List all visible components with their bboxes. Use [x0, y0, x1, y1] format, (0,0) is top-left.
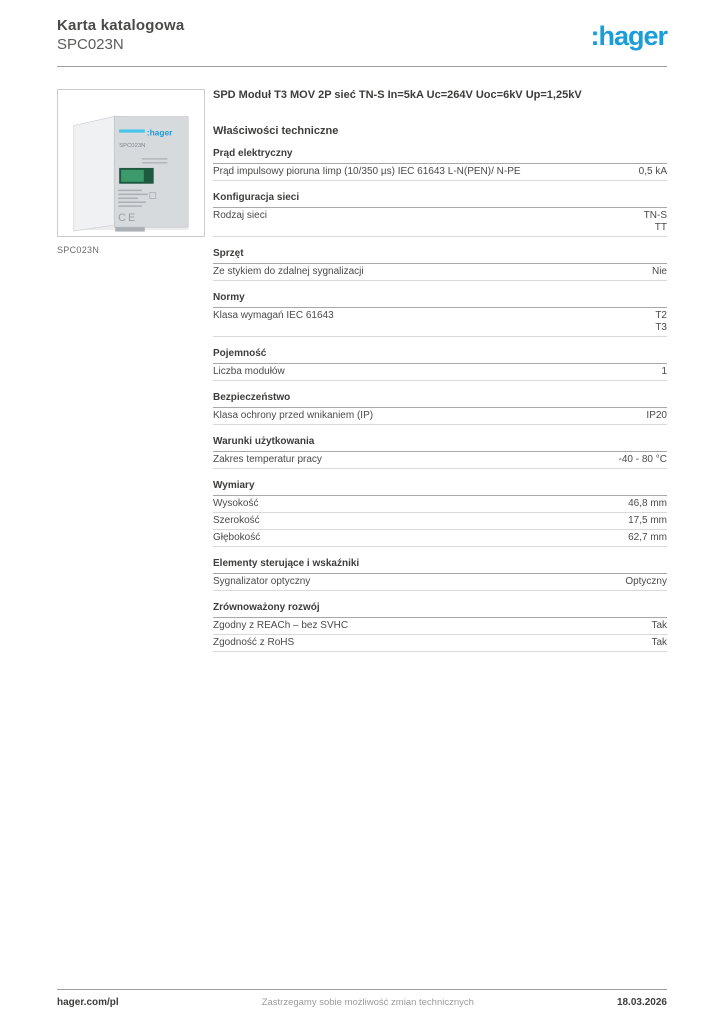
section-rows — [213, 618, 667, 652]
section-rows — [213, 164, 667, 181]
spec-row — [213, 408, 667, 425]
page-header — [57, 0, 667, 56]
section-title: Konfiguracja sieci — [213, 192, 667, 208]
header-divider — [57, 66, 667, 67]
hager-logo: :hager — [590, 21, 667, 51]
row-values — [619, 454, 667, 466]
row-value: IP20 — [646, 410, 667, 421]
spec-row — [213, 164, 667, 181]
doc-type-title: Karta katalogowa — [57, 17, 185, 34]
row-value: TN-S — [643, 210, 667, 221]
section-rows — [213, 208, 667, 237]
section-rows — [213, 574, 667, 591]
row-values — [651, 637, 667, 649]
section-title: Normy — [213, 292, 667, 308]
spec-row — [213, 364, 667, 381]
row-label: Głębokość — [213, 532, 261, 543]
header-titles — [57, 16, 184, 54]
module-brand-band — [119, 129, 145, 132]
row-value: 17,5 mm — [628, 515, 667, 526]
product-photo-frame — [57, 89, 205, 237]
footer-disclaimer: Zastrzegamy sobie możliwość zmian technicznych — [261, 997, 474, 1008]
row-value: TT — [654, 222, 667, 233]
spec-section — [213, 192, 667, 237]
section-rows — [213, 308, 667, 337]
spec-row — [213, 308, 667, 337]
row-value: Tak — [651, 620, 667, 631]
row-value: -40 - 80 °C — [618, 454, 667, 465]
row-value: Tak — [651, 637, 667, 648]
row-label: Klasa wymagań IEC 61643 — [213, 310, 334, 321]
row-label: Zakres temperatur pracy — [213, 454, 322, 465]
spec-row — [213, 635, 667, 652]
module-brand-text: :hager — [146, 127, 173, 138]
row-value: T2 — [655, 310, 667, 321]
spec-column — [213, 89, 667, 652]
row-label: Szerokość — [213, 515, 260, 526]
row-values — [651, 620, 667, 632]
row-value: 46,8 mm — [628, 498, 667, 509]
row-values — [655, 310, 667, 334]
spec-section — [213, 558, 667, 591]
row-value: 62,7 mm — [628, 532, 667, 543]
spec-row — [213, 496, 667, 513]
main-content — [57, 89, 667, 652]
row-label: Zgodny z REACh – bez SVHC — [213, 620, 349, 631]
footer-divider — [57, 989, 667, 990]
section-rows — [213, 408, 667, 425]
section-title: Prąd elektryczny — [213, 148, 667, 164]
row-label: Sygnalizator optyczny — [213, 576, 311, 587]
page-footer — [57, 989, 667, 1024]
spec-row — [213, 513, 667, 530]
row-values — [628, 515, 667, 527]
product-title: SPD Moduł T3 MOV 2P sieć TN-S In=5kA Uc=264V Uoc=6kV Up=1,25kV — [213, 89, 582, 101]
spec-row — [213, 264, 667, 281]
section-title: Bezpieczeństwo — [213, 392, 667, 408]
spec-row — [213, 452, 667, 469]
spec-row — [213, 574, 667, 591]
section-title: Zrównoważony rozwój — [213, 602, 667, 618]
section-rows — [213, 452, 667, 469]
row-label: Ze stykiem do zdalnej sygnalizacji — [213, 266, 364, 277]
spec-section — [213, 602, 667, 652]
row-value: Optyczny — [625, 576, 667, 587]
row-values — [646, 410, 667, 422]
row-values — [644, 210, 667, 234]
section-rows — [213, 264, 667, 281]
module-code-text: SPC023N — [119, 143, 146, 150]
row-label: Liczba modułów — [213, 366, 285, 377]
row-value: 0,5 kA — [638, 166, 667, 177]
spec-row — [213, 208, 667, 237]
row-values — [652, 266, 667, 278]
footer-row — [57, 997, 667, 1008]
spec-subtitle: Właściwości techniczne — [213, 125, 339, 137]
row-label: Prąd impulsowy pioruna Iimp (10/350 µs) IEC 61643 L-N(PEN)/ N-PE — [213, 166, 521, 177]
spec-section — [213, 436, 667, 469]
row-values — [628, 532, 667, 544]
section-title: Warunki użytkowania — [213, 436, 667, 452]
row-values — [628, 498, 667, 510]
product-image-column — [57, 89, 205, 652]
section-title: Sprzęt — [213, 248, 667, 264]
section-title: Elementy sterujące i wskaźniki — [213, 558, 667, 574]
spec-section — [213, 248, 667, 281]
row-value: 1 — [661, 366, 667, 377]
section-rows — [213, 496, 667, 547]
section-title: Wymiary — [213, 480, 667, 496]
row-values — [625, 576, 667, 588]
row-label: Klasa ochrony przed wnikaniem (IP) — [213, 410, 374, 421]
row-value: T3 — [655, 322, 667, 333]
header-product-code: SPC023N — [57, 36, 124, 53]
spec-sections — [213, 148, 667, 652]
spec-row — [213, 530, 667, 547]
row-values — [639, 166, 667, 178]
section-title: Pojemność — [213, 348, 667, 364]
row-label: Rodzaj sieci — [213, 210, 267, 221]
ce-mark: CE — [118, 212, 138, 225]
product-photo — [58, 90, 204, 236]
footer-website-link[interactable]: hager.com/pl — [57, 997, 119, 1008]
section-rows — [213, 364, 667, 381]
row-values — [661, 366, 667, 378]
spec-row — [213, 618, 667, 635]
footer-date: 18.03.2026 — [616, 997, 667, 1008]
row-value: Nie — [651, 266, 667, 277]
spec-section — [213, 392, 667, 425]
row-label: Zgodność z RoHS — [213, 637, 295, 648]
spec-section — [213, 348, 667, 381]
photo-caption: SPC023N — [57, 245, 100, 255]
spec-section — [213, 292, 667, 337]
spec-section — [213, 480, 667, 547]
spec-section — [213, 148, 667, 181]
row-label: Wysokość — [213, 498, 259, 509]
